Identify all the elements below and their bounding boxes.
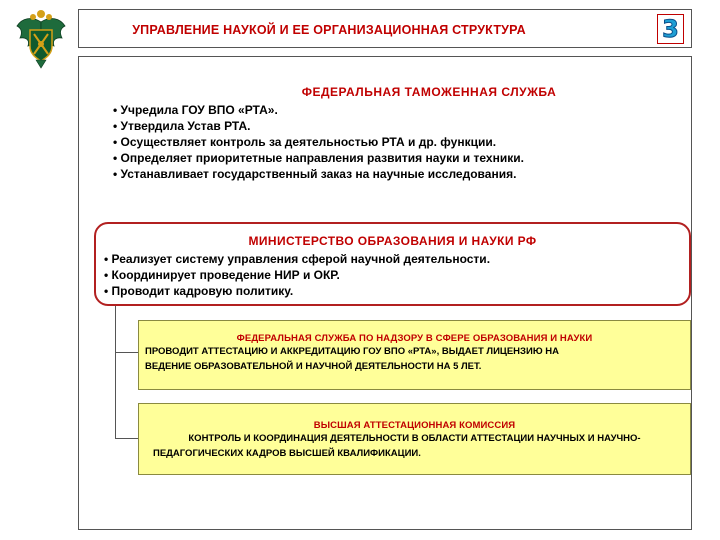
- connector-to-vak: [115, 438, 138, 439]
- ministry-heading: МИНИСТЕРСТВО ОБРАЗОВАНИЯ И НАУКИ РФ: [248, 234, 537, 248]
- ministry-box: [94, 222, 691, 306]
- vak-line-1: КОНТРОЛЬ И КООРДИНАЦИЯ ДЕЯТЕЛЬНОСТИ В ОБЛАСТИ АТТЕСТАЦИИ НАУЧНЫХ И НАУЧНО-: [188, 433, 641, 444]
- vak-line-2: ПЕДАГОГИЧЕСКИХ КАДРОВ ВЫСШЕЙ КВАЛИФИКАЦИИ.: [153, 448, 421, 459]
- list-item: • Устанавливает государственный заказ на научные исследования.: [113, 167, 517, 181]
- ministry-list: [104, 251, 490, 299]
- page-title: УПРАВЛЕНИЕ НАУКОЙ И ЕЕ ОРГАНИЗАЦИОННАЯ СТРУКТУРА: [132, 23, 526, 37]
- supervision-line-1: ПРОВОДИТ АТТЕСТАЦИЮ И АККРЕДИТАЦИЮ ГОУ ВПО «РТА», ВЫДАЕТ ЛИЦЕНЗИЮ НА: [145, 346, 559, 357]
- customs-emblem-icon: [14, 8, 68, 70]
- list-item: • Реализует систему управления сферой научной деятельности.: [104, 252, 491, 266]
- vak-heading: ВЫСШАЯ АТТЕСТАЦИОННАЯ КОМИССИЯ: [313, 420, 516, 431]
- content-frame: [78, 56, 692, 530]
- fts-heading: ФЕДЕРАЛЬНАЯ ТАМОЖЕННАЯ СЛУЖБА: [301, 85, 557, 99]
- connector-vertical: [115, 306, 116, 438]
- list-item: • Учредила ГОУ ВПО «РТА».: [113, 103, 278, 117]
- vak-box: [138, 403, 691, 475]
- connector-to-supervision: [115, 352, 138, 353]
- slide-number: 3: [662, 15, 679, 43]
- list-item: • Координирует проведение НИР и ОКР.: [104, 268, 340, 282]
- list-item: • Осуществляет контроль за деятельностью РТА и др. функции.: [113, 135, 497, 149]
- list-item: • Проводит кадровую политику.: [104, 284, 294, 298]
- supervision-box: [138, 320, 691, 390]
- list-item: • Определяет приоритетные направления развития науки и техники.: [113, 151, 524, 165]
- fts-list: [113, 102, 524, 182]
- slide-number-badge: [657, 14, 684, 44]
- supervision-heading: ФЕДЕРАЛЬНАЯ СЛУЖБА ПО НАДЗОРУ В СФЕРЕ ОБРАЗОВАНИЯ И НАУКИ: [236, 333, 593, 344]
- title-bar: [78, 9, 692, 48]
- list-item: • Утвердила Устав РТА.: [113, 119, 251, 133]
- supervision-line-2: ВЕДЕНИЕ ОБРАЗОВАТЕЛЬНОЙ И НАУЧНОЙ ДЕЯТЕЛЬНОСТИ НА 5 ЛЕТ.: [145, 361, 482, 372]
